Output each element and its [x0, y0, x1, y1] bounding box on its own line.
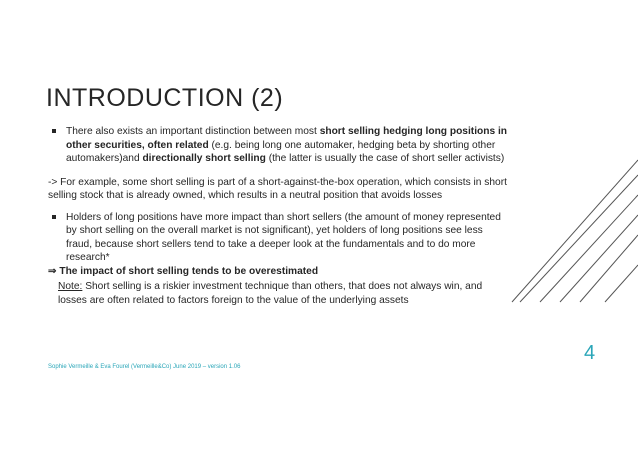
note-text: Short selling is a riskier investment technique than others, that does not always win, and losses are often related to factors foreign to the value of the underlying assets — [58, 281, 483, 306]
deco-line-6 — [605, 265, 638, 302]
deco-line-1 — [512, 160, 638, 302]
bullet2-text: Holders of long positions have more impact than short sellers (the amount of money represented by short selling on the overall market is not significant), yet holders of long positions see less fraud, because short sellers tend to take a deeper look at the fundamentals and to do more research* — [66, 211, 501, 263]
page-number: 4 — [584, 342, 596, 364]
note-label: Note: — [58, 281, 83, 292]
bullet1-text-2: (e.g. being long one automaker, hedging beta by shorting other automakers)and — [66, 139, 496, 164]
bullet1-text-3: (the latter is usually the case of short seller activists) — [265, 153, 505, 164]
slide-title: INTRODUCTION (2) — [46, 84, 284, 112]
bullet-item-holders — [48, 211, 508, 265]
deco-line-4 — [560, 215, 638, 302]
bullet1-bold-1: short selling hedging long positions in other securities, often related — [66, 126, 508, 151]
example-paragraph: -> For example, some short selling is part of a short-against-the-box operation, which consists in short selling stock that is already owned, which results in a neutral position that avoids losses — [48, 176, 507, 201]
deco-line-5 — [580, 235, 638, 302]
bullet-square-icon — [52, 215, 56, 219]
bullet-square-icon — [52, 129, 56, 133]
note-paragraph — [48, 280, 508, 307]
bullet-item-distinction — [48, 125, 508, 166]
footer-credit: Sophie Vermeille & Eva Fourel (Vermeille&Co) June 2019 – version 1.06 — [48, 364, 241, 370]
slide-content — [48, 125, 508, 307]
deco-line-3 — [540, 195, 638, 302]
bullet1-text-1: There also exists an important distinction between most — [66, 126, 320, 137]
bullet1-bold-2: directionally short selling — [142, 153, 266, 164]
deco-line-2 — [520, 175, 638, 302]
implication-line: ⇒ The impact of short selling tends to be overestimated — [48, 265, 319, 277]
